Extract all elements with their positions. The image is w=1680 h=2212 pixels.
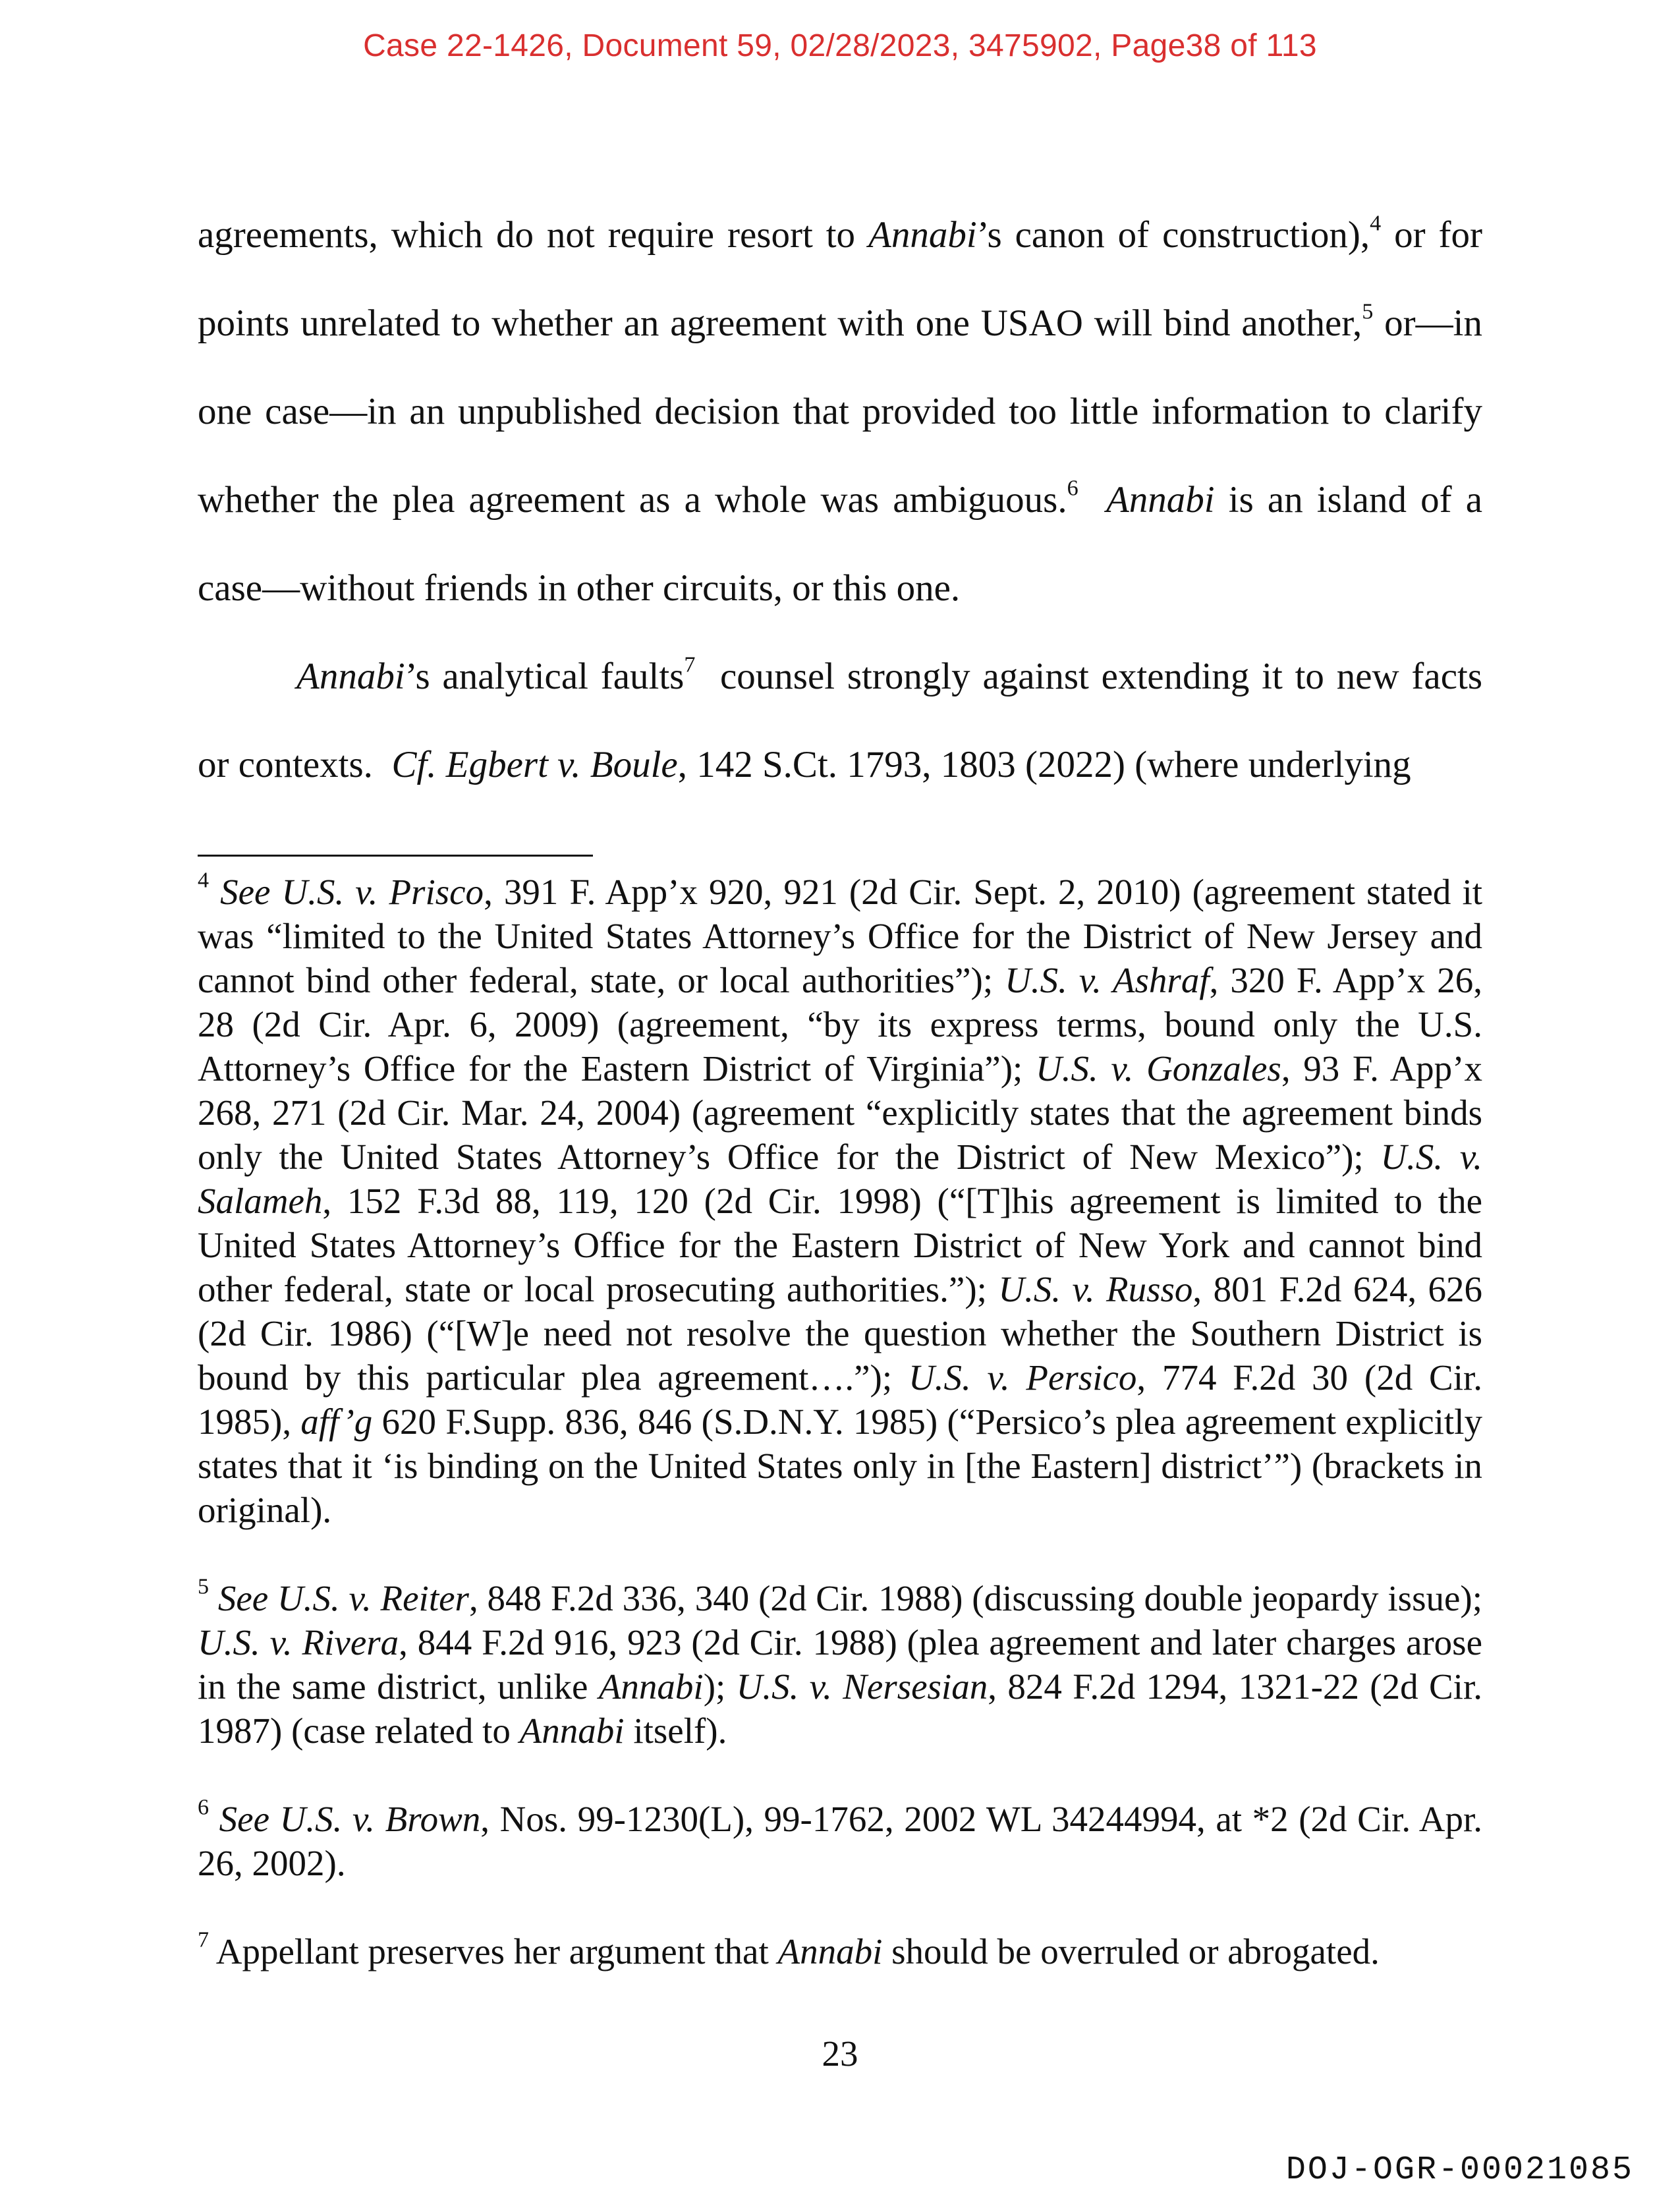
- citation: See U.S. v. Prisco: [220, 872, 484, 912]
- footnote-number: 4: [198, 868, 210, 893]
- body-paragraph-2: [198, 633, 1492, 809]
- footnote-4: [198, 870, 1482, 1532]
- text-run: [437, 744, 446, 785]
- text-run: , 93 F. App’x 268, 271 (2d Cir. Mar. 24, 2004) (agreement “explicitly states that the agreement binds only the United States Attorney’s Office for the District of New Mexico”);: [198, 1048, 1482, 1177]
- citation: U.S. v. Persico: [908, 1357, 1137, 1398]
- citation: See U.S. v. Reiter: [217, 1578, 469, 1618]
- text-run: [1078, 479, 1106, 521]
- text-run: or for points unrelated to whether an agreement with one USAO will bind another,: [198, 214, 1482, 344]
- text-run: , 844 F.2d 916, 923 (2d Cir. 1988) (plea agreement and later charges arose in the same district, unlike: [198, 1622, 1482, 1707]
- footnote-number: 5: [198, 1574, 210, 1599]
- text-run: [209, 1578, 218, 1618]
- footnotes: [198, 870, 1482, 2018]
- footnote-6: [198, 1797, 1482, 1885]
- text-run: , 320 F. App’x 26, 28 (2d Cir. Apr. 6, 2009) (agreement, “by its express terms, bound only the U.S. Attorney’s Office for the Eastern District of Virginia”);: [198, 960, 1483, 1089]
- text-run: , Nos. 99-1230(L), 99-1762, 2002 WL 34244994, at *2 (2d Cir. Apr. 26, 2002).: [198, 1799, 1483, 1883]
- text-run: Appellant preserves her argument that: [209, 1931, 778, 1971]
- text-run: counsel strongly against extending it to new facts or contexts.: [198, 656, 1492, 785]
- case-name: Annabi: [777, 1931, 883, 1971]
- page-number: 23: [822, 2033, 858, 2074]
- body-paragraph-1: [198, 191, 1482, 633]
- citation: See U.S. v. Brown: [219, 1799, 481, 1839]
- footnote-ref-7[interactable]: 7: [684, 652, 696, 677]
- footnote-ref-5[interactable]: 5: [1362, 299, 1374, 324]
- text-run: , 801 F.2d 624, 626 (2d Cir. 1986) (“[W]e need not resolve the question whether the Southern District is bound by this particular plea agreement….”);: [198, 1269, 1483, 1398]
- text-run: , 152 F.3d 88, 119, 120 (2d Cir. 1998) (“[T]his agreement is limited to the United States Attorney’s Office for the Eastern District of New York and cannot bind other federal, state or local prosecuting authorities.”);: [198, 1181, 1482, 1309]
- case-name: Annabi: [598, 1666, 704, 1707]
- footnote-number: 7: [198, 1927, 210, 1952]
- footnote-separator: [198, 855, 593, 857]
- citation: U.S. v. Nersesian: [736, 1666, 988, 1707]
- footnote-number: 6: [198, 1795, 210, 1820]
- case-name: Annabi: [296, 656, 405, 697]
- text-run: [209, 872, 220, 912]
- bates-number: DOJ-OGR-00021085: [1285, 2151, 1634, 2189]
- body-text: [198, 191, 1492, 809]
- text-run: , 848 F.2d 336, 340 (2d Cir. 1988) (discussing double jeopardy issue);: [468, 1578, 1482, 1618]
- text-run: [209, 1799, 219, 1839]
- text-run: or—in one case—in an unpublished decision that provided too little information to clarify whether the plea agreement as a whole was ambiguous.: [198, 302, 1482, 521]
- signal-affg: aff’g: [300, 1402, 373, 1442]
- case-name: Annabi: [519, 1711, 625, 1751]
- text-run: should be overruled or abrogated.: [882, 1931, 1380, 1971]
- footnote-7: [198, 1929, 1482, 1973]
- text-run: ’s canon of construction),: [976, 214, 1370, 256]
- case-header-stamp: Case 22-1426, Document 59, 02/28/2023, 3475902, Page38 of 113: [363, 28, 1317, 63]
- footnote-5: [198, 1576, 1482, 1753]
- citation: U.S. v. Ashraf: [1005, 960, 1210, 1000]
- text-run: , 142 S.Ct. 1793, 1803 (2022) (where underlying: [677, 744, 1411, 785]
- text-run: 620 F.Supp. 836, 846 (S.D.N.Y. 1985) (“Persico’s plea agreement explicitly states that it ‘is binding on the United States only in [the Eastern] district’”) (brackets in original).: [198, 1402, 1482, 1530]
- signal-cf: Cf.: [391, 744, 437, 785]
- footnote-ref-6[interactable]: 6: [1067, 476, 1078, 501]
- citation: U.S. v. Salameh: [198, 1137, 1482, 1221]
- text-run: );: [703, 1666, 737, 1707]
- footnote-ref-4[interactable]: 4: [1370, 211, 1382, 236]
- citation: U.S. v. Rivera: [198, 1622, 399, 1662]
- text-run: ’s analytical faults: [405, 656, 685, 697]
- text-run: , 774 F.2d 30 (2d Cir. 1985),: [198, 1357, 1483, 1442]
- text-run: agreements, which do not require resort to: [198, 214, 868, 256]
- text-run: , 391 F. App’x 920, 921 (2d Cir. Sept. 2, 2010) (agreement stated it was “limited to the United States Attorney’s Office for the District of New Jersey and cannot bind other federal, state, or local authorities”);: [198, 872, 1483, 1000]
- citation: U.S. v. Gonzales: [1035, 1048, 1281, 1089]
- text-run: itself).: [624, 1711, 727, 1751]
- case-name: Egbert v. Boule: [445, 744, 678, 785]
- text-run: is an island of a case—without friends in other circuits, or this one.: [198, 479, 1482, 609]
- text-run: , 824 F.2d 1294, 1321-22 (2d Cir. 1987) (case related to: [198, 1666, 1482, 1751]
- case-name: Annabi: [868, 214, 977, 256]
- case-name: Annabi: [1106, 479, 1215, 521]
- citation: U.S. v. Russo: [998, 1269, 1193, 1309]
